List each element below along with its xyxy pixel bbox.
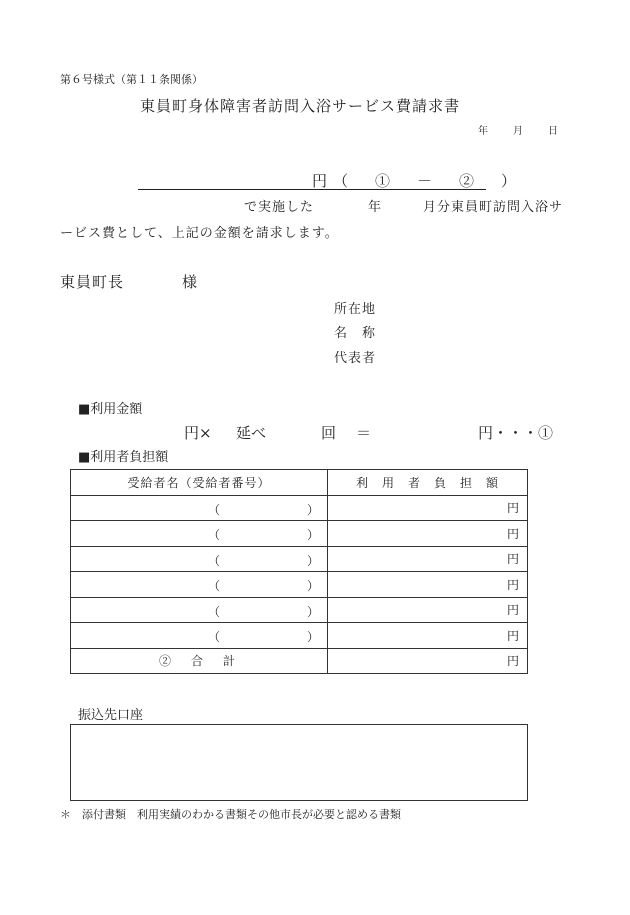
usage-equals: ＝ [356,424,372,442]
sender-address-label: 所在地 [334,302,377,317]
body-text-month-service: 月分東員町訪問入浴サ [423,200,564,215]
table-row [71,495,528,521]
recipient-cell[interactable]: （ ） [71,495,328,521]
column-recipient: 受給者名（受給者番号） [71,470,328,496]
bank-account-box[interactable] [70,724,528,801]
document-title: 東員町身体障害者訪問入浴サービス費請求書 [140,97,461,115]
user-burden-table [70,469,528,674]
form-number: 第６号様式（第１１条関係） [60,73,203,86]
recipient-cell[interactable]: （ ） [71,597,328,623]
total-row [71,648,528,674]
body-text-performed: で実施した [244,200,315,215]
burden-amount-cell[interactable]: 円 [328,623,528,649]
burden-amount-cell[interactable]: 円 [328,546,528,572]
addressee-honorific: 様 [182,273,198,291]
sender-representative-label: 代表者 [334,351,377,366]
usage-total-times: 延べ [236,424,267,442]
usage-times: 回 [321,424,337,442]
date-day: 日 [548,126,558,137]
burden-amount-cell[interactable]: 円 [328,521,528,547]
recipient-cell[interactable]: （ ） [71,521,328,547]
body-text-year: 年 [368,200,383,215]
table-row [71,546,528,572]
usage-result: 円・・・① [478,424,554,442]
sender-name-label: 名 称 [334,326,377,341]
addressee-name: 東員町長 [60,273,125,291]
recipient-cell[interactable]: （ ） [71,623,328,649]
table-row [71,521,528,547]
table-row [71,623,528,649]
usage-yen-times: 円× [184,424,212,442]
column-burden-amount: 利 用 者 負 担 額 [328,470,528,496]
user-burden-heading: ■利用者負担額 [78,450,169,465]
burden-amount-cell[interactable]: 円 [328,597,528,623]
table-row [71,597,528,623]
attachment-note: ＊ 添付書類 利用実績のわかる書類その他市長が必要と認める書類 [60,808,401,821]
table-header-row [71,470,528,496]
recipient-cell[interactable]: （ ） [71,572,328,598]
total-label: ② 合 計 [71,648,328,674]
claim-amount-label: 円（ ① － ② ） [312,172,523,190]
burden-amount-cell[interactable]: 円 [328,572,528,598]
body-text-request: ービス費として、上記の金額を請求します。 [60,226,339,241]
date-year: 年 [478,126,488,137]
recipient-cell[interactable]: （ ） [71,546,328,572]
burden-amount-cell[interactable]: 円 [328,495,528,521]
date-month: 月 [513,126,523,137]
table-row [71,572,528,598]
usage-amount-heading: ■利用金額 [78,402,143,417]
total-amount-cell[interactable]: 円 [328,648,528,674]
bank-account-label: 振込先口座 [78,708,144,723]
